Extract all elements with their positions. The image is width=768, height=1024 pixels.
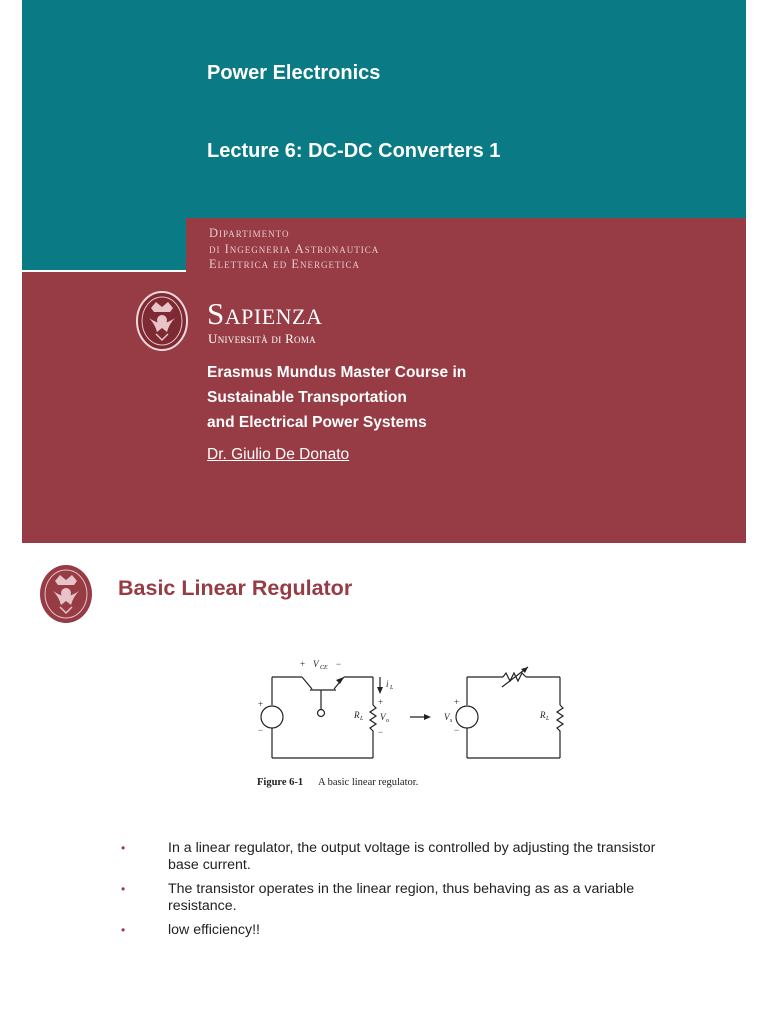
master-course: [207, 360, 466, 435]
department-name: [209, 226, 379, 273]
bullet-icon: •: [121, 923, 126, 937]
bullet-icon: •: [121, 841, 126, 855]
svg-text:−: −: [336, 659, 342, 669]
course-line: Sustainable Transportation: [207, 389, 407, 406]
svg-text:CE: CE: [320, 665, 328, 671]
lecture-title: Lecture 6: DC-DC Converters 1: [207, 140, 501, 162]
sapienza-seal-icon: [38, 563, 94, 625]
svg-text:+: +: [378, 697, 384, 707]
list-item: [118, 881, 678, 915]
bullet-text: low efficiency!!: [168, 922, 260, 938]
svg-text:−: −: [258, 725, 264, 735]
svg-text:s: s: [450, 718, 453, 724]
course-title: Power Electronics: [207, 62, 381, 84]
svg-text:−: −: [454, 725, 460, 735]
department-line: di Ingegneria Astronautica: [209, 241, 380, 256]
figure-caption-text: A basic linear regulator.: [318, 777, 419, 788]
svg-text:+: +: [454, 697, 460, 707]
svg-text:L: L: [360, 716, 364, 722]
circuit-right: [456, 667, 563, 758]
linear-regulator-figure: [248, 655, 588, 795]
course-line: and Electrical Power Systems: [207, 414, 427, 431]
svg-text:i: i: [386, 679, 389, 689]
svg-text:L: L: [390, 685, 394, 691]
svg-text:V: V: [313, 659, 319, 669]
svg-text:R: R: [354, 710, 360, 720]
figure-caption-label: Figure 6-1: [257, 777, 304, 788]
circuit-left: [261, 677, 383, 758]
university-name: Sapienza: [207, 296, 323, 331]
bullet-list: [118, 840, 678, 946]
bullet-icon: •: [121, 882, 126, 896]
list-item: [118, 840, 678, 874]
department-line: Dipartimento: [209, 226, 290, 240]
university-subtitle: Università di Roma: [208, 331, 316, 346]
title-slide: [22, 0, 746, 543]
teal-band-notch: [22, 218, 186, 270]
svg-text:V: V: [444, 712, 450, 722]
department-line: Elettrica ed Energetica: [209, 257, 361, 271]
circuit-right-labels: [444, 697, 550, 735]
slide-title: Basic Linear Regulator: [118, 576, 353, 600]
course-line: Erasmus Mundus Master Course in: [207, 364, 467, 381]
svg-text:o: o: [386, 718, 389, 724]
svg-text:V: V: [380, 712, 386, 722]
teal-band: [22, 0, 746, 218]
bullet-text: The transistor operates in the linear region, thus behaving as as a variable resistance.: [168, 881, 635, 914]
sapienza-seal-icon: [135, 290, 189, 352]
svg-text:+: +: [300, 659, 306, 669]
author-link[interactable]: Dr. Giulio De Donato: [207, 446, 350, 463]
svg-text:L: L: [546, 716, 550, 722]
bullet-text: In a linear regulator, the output voltage is controlled by adjusting the transistor base current.: [168, 840, 656, 873]
svg-text:+: +: [258, 699, 264, 709]
svg-text:−: −: [378, 727, 384, 737]
svg-text:R: R: [540, 710, 546, 720]
list-item: [118, 922, 678, 939]
